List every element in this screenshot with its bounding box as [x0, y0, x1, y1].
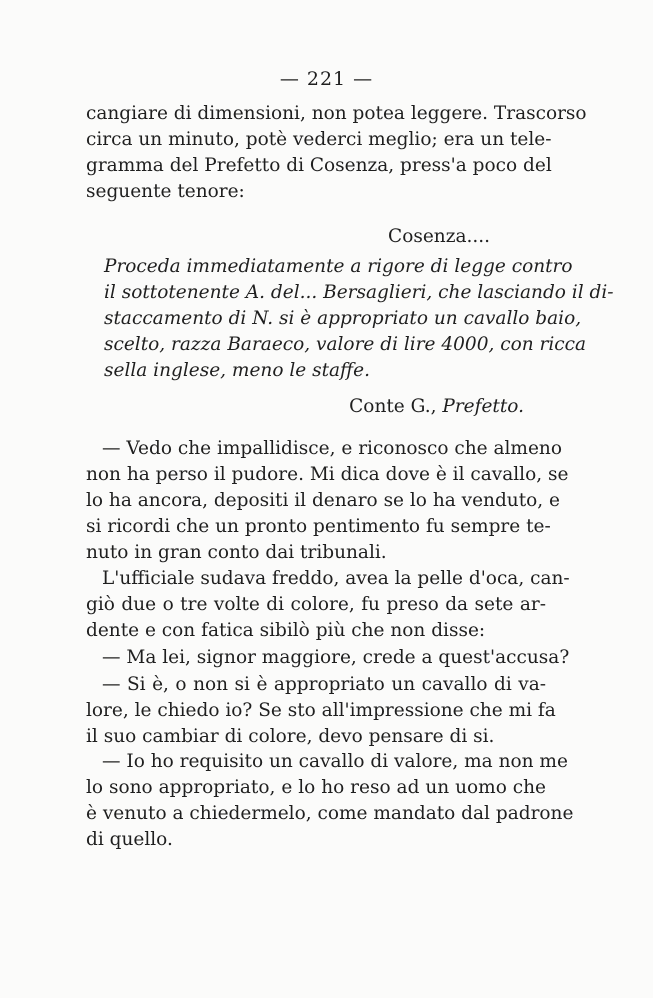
text-line: di quello.: [86, 829, 173, 850]
paragraph-3: [86, 566, 570, 644]
telegram-origin: Cosenza....: [388, 226, 490, 247]
text-line: lore, le chiedo io? Se sto all'impressione che mi fa: [86, 700, 556, 721]
page-number: — 221 —: [279, 68, 374, 90]
text-line: il suo cambiar di colore, devo pensare di si.: [86, 726, 495, 747]
text-line: — Io ho requisito un cavallo di valore, ma non me: [102, 751, 568, 772]
text-line: staccamento di N. si è appropriato un cavallo baio,: [104, 308, 582, 329]
text-line: — Ma lei, signor maggiore, crede a quest'accusa?: [102, 647, 570, 668]
text-line: circa un minuto, potè vederci meglio; era un tele-: [86, 129, 552, 150]
text-line: giò due o tre volte di colore, fu preso da sete ar-: [86, 594, 546, 615]
text-line: lo sono appropriato, e lo ho reso ad un uomo che: [86, 777, 546, 798]
text-line: non ha perso il pudore. Mi dica dove è il cavallo, se: [86, 464, 569, 485]
text-line: lo ha ancora, depositi il denaro se lo ha venduto, e: [86, 490, 560, 511]
text-line: scelto, razza Baraeco, valore di lire 4000, con ricca: [104, 334, 587, 355]
paragraph-4: [86, 645, 570, 671]
paragraph-6: [86, 749, 574, 853]
text-line: — Vedo che impallidisce, e riconosco che almeno: [102, 438, 562, 459]
text-line: — Si è, o non si è appropriato un cavallo di va-: [102, 674, 546, 695]
text-line: è venuto a chiedermelo, come mandato dal padrone: [86, 803, 574, 824]
text-line: nuto in gran conto dai tribunali.: [86, 542, 387, 563]
telegram-signature: [86, 394, 524, 420]
signature-title: Prefetto.: [442, 396, 524, 417]
paragraph-5: [86, 672, 556, 750]
telegram-text: [104, 254, 614, 384]
text-line: seguente tenore:: [86, 181, 245, 202]
text-line: gramma del Prefetto di Cosenza, press'a poco del: [86, 155, 552, 176]
text-line: il sottotenente A. del... Bersaglieri, che lasciando il di-: [104, 282, 614, 303]
text-line: dente e con fatica sibilò più che non disse:: [86, 620, 486, 641]
text-line: L'ufficiale sudava freddo, avea la pelle d'oca, can-: [102, 568, 570, 589]
text-line: si ricordi che un pronto pentimento fu sempre te-: [86, 516, 551, 537]
text-line: Proceda immediatamente a rigore di legge contro: [104, 256, 573, 277]
text-line: cangiare di dimensioni, non potea leggere. Trascorso: [86, 103, 587, 124]
text-line: sella inglese, meno le staffe.: [104, 360, 370, 381]
paragraph-2: [86, 436, 569, 566]
signature-name: Conte G.,: [349, 396, 443, 417]
paragraph-1: [86, 101, 587, 205]
